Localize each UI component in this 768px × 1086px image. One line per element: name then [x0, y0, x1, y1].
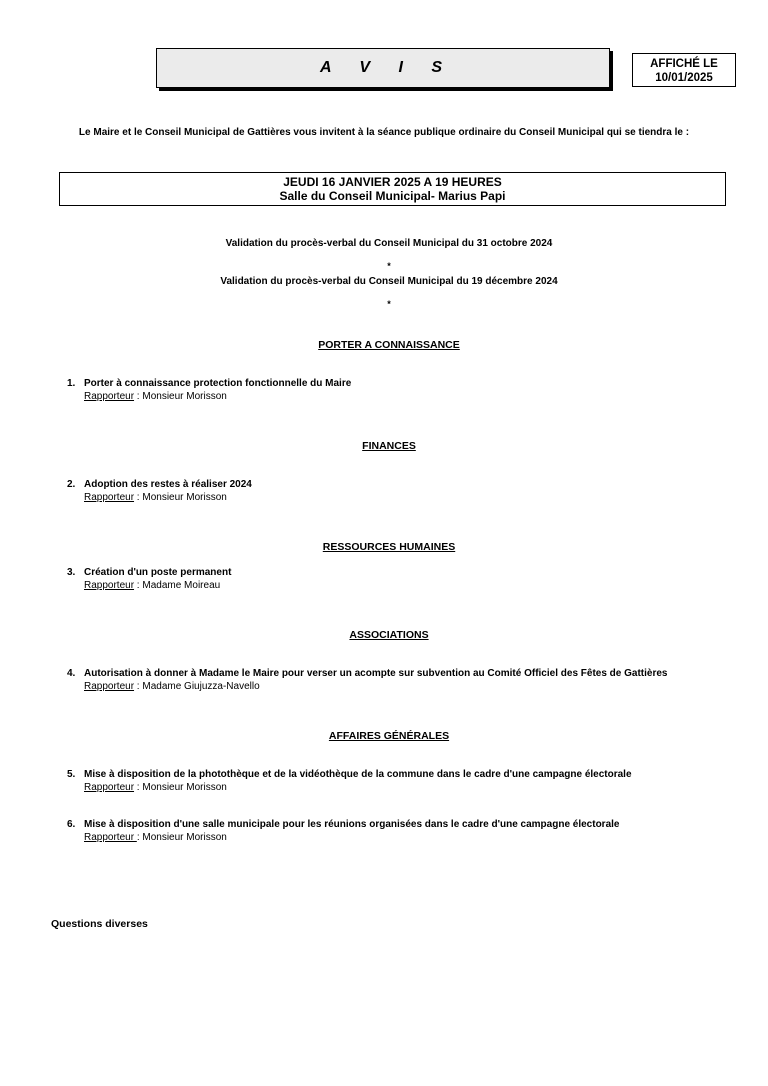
item-title: Porter à connaissance protection fonctionnelle du Maire	[84, 378, 352, 389]
intro-text: Le Maire et le Conseil Municipal de Gattières vous invitent à la séance publique ordinaire du Conseil Municipal qui se tiendra le :	[78, 127, 690, 138]
item-number: 1.	[67, 378, 76, 389]
questions-diverses: Questions diverses	[51, 918, 148, 930]
item-number: 2.	[67, 479, 76, 490]
validation-line: Validation du procès-verbal du Conseil Municipal du 19 décembre 2024	[220, 276, 558, 287]
section-heading: RESSOURCES HUMAINES	[322, 541, 456, 553]
rapporteur-label: Rapporteur	[84, 782, 135, 793]
rapporteur-label: Rapporteur	[84, 681, 135, 692]
rapporteur-separator: :	[136, 832, 143, 843]
item-number: 5.	[67, 769, 76, 780]
rapporteur-label: Rapporteur	[84, 391, 135, 402]
rapporteur-separator: :	[134, 681, 143, 692]
rapporteur-name: Monsieur Morisson	[142, 492, 227, 503]
posted-label: AFFICHÉ LE	[650, 58, 718, 70]
agenda-item	[67, 566, 747, 592]
rapporteur-separator: :	[134, 492, 143, 503]
rapporteur-name: Monsieur Morisson	[142, 782, 227, 793]
item-rapporteur	[67, 390, 747, 403]
item-title: Mise à disposition de la photothèque et de la vidéothèque de la commune dans le cadre d'une campagne électorale	[84, 769, 632, 780]
rapporteur-separator: :	[134, 580, 143, 591]
item-rapporteur	[67, 491, 747, 504]
posted-date: 10/01/2025	[655, 72, 713, 84]
item-rapporteur	[67, 680, 747, 693]
item-rapporteur	[67, 781, 747, 794]
meeting-location: Salle du Conseil Municipal- Marius Papi	[279, 189, 506, 203]
rapporteur-name: Madame Moireau	[142, 580, 221, 591]
agenda-item	[67, 377, 747, 403]
section-heading: FINANCES	[362, 440, 416, 452]
item-rapporteur	[67, 579, 747, 592]
separator-star: *	[387, 299, 391, 309]
agenda-item	[67, 478, 747, 504]
validation-line: Validation du procès-verbal du Conseil Municipal du 31 octobre 2024	[225, 238, 553, 249]
section-heading: AFFAIRES GÉNÉRALES	[328, 730, 450, 742]
item-number: 4.	[67, 668, 76, 679]
item-rapporteur	[67, 831, 747, 844]
item-title: Création d'un poste permanent	[84, 567, 232, 578]
item-title: Autorisation à donner à Madame le Maire pour verser un acompte sur subvention au Comité Officiel des Fêtes de Gattières	[84, 668, 668, 679]
separator-star: *	[387, 261, 391, 271]
item-number: 3.	[67, 567, 76, 578]
item-title: Mise à disposition d'une salle municipale pour les réunions organisées dans le cadre d'une campagne électorale	[84, 819, 620, 830]
item-number: 6.	[67, 819, 76, 830]
rapporteur-label: Rapporteur	[84, 492, 135, 503]
rapporteur-name: Monsieur Morisson	[142, 832, 227, 843]
notice-title: A V I S	[319, 59, 455, 76]
agenda-item	[67, 818, 747, 844]
section-heading: PORTER A CONNAISSANCE	[318, 339, 460, 351]
agenda-item	[67, 667, 747, 693]
posted-date-box	[632, 53, 736, 87]
rapporteur-separator: :	[134, 391, 143, 402]
agenda-item	[67, 768, 747, 794]
rapporteur-separator: :	[134, 782, 143, 793]
rapporteur-name: Monsieur Morisson	[142, 391, 227, 402]
item-title: Adoption des restes à réaliser 2024	[84, 479, 252, 490]
notice-title-box	[156, 48, 610, 88]
section-heading: ASSOCIATIONS	[349, 629, 429, 641]
rapporteur-label: Rapporteur	[84, 832, 137, 843]
rapporteur-label: Rapporteur	[84, 580, 135, 591]
meeting-box	[59, 172, 726, 206]
meeting-date-time: JEUDI 16 JANVIER 2025 A 19 HEURES	[283, 175, 502, 189]
rapporteur-name: Madame Giujuzza-Navello	[142, 681, 260, 692]
